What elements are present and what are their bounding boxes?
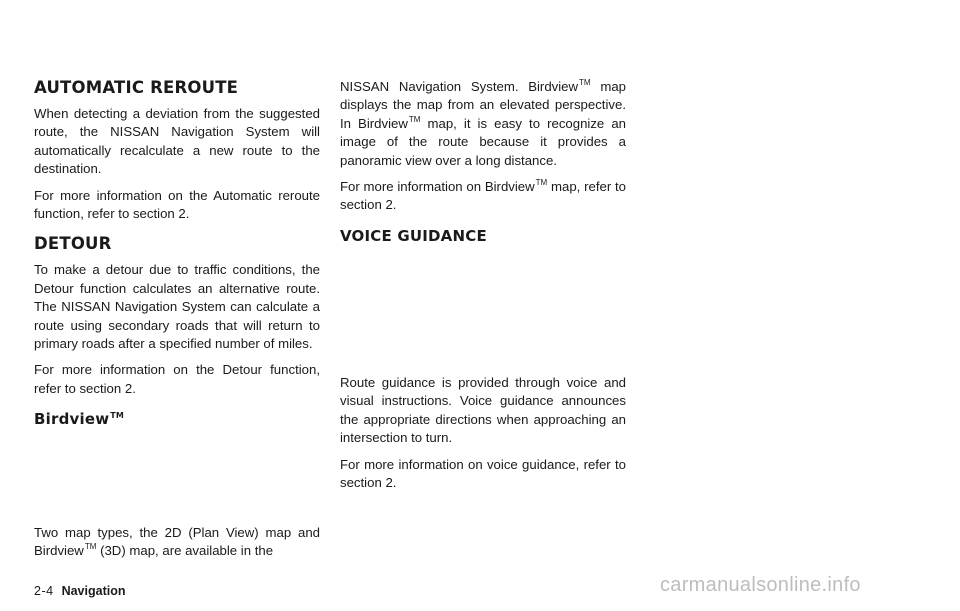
birdview-heading-tm: TM [110,411,125,421]
section-name: Navigation [61,584,126,598]
birdview-cont-paragraph-1 [340,78,626,170]
birdview-cont-tm-2: TM [408,114,421,124]
right-column-bottom [340,374,626,500]
voice-guidance-heading: VOICE GUIDANCE [340,226,487,245]
left-column [34,78,320,436]
right-column [340,78,626,253]
voice-guidance-paragraph-2: For more information on voice guidance, refer to section 2. [340,456,626,491]
birdview-cont-p2-part-b: map, refer to section 2. [340,179,626,213]
voice-guidance-paragraph-1: Route guidance is provided through voice and visual instructions. Voice guidance announces the appropriate directions when approaching an intersection to turn. [340,375,626,446]
left-column-bottom [34,524,320,569]
birdview-heading-text: Birdview [34,410,110,429]
detour-paragraph-2: For more information on the Detour function, refer to section 2. [34,362,320,396]
birdview-cont-paragraph-2 [340,178,626,215]
birdview-paragraph-1 [34,524,320,561]
detour-paragraph-1: To make a detour due to traffic conditions, the Detour function calculates an alternative route. The NISSAN Navigation System can calculate a route using secondary roads that will return to primary roads after a specified number of miles. [34,262,320,352]
page-number: 2-4 [34,584,54,598]
watermark: carmanualsonline.info [660,574,861,596]
birdview-cont-tm-1: TM [579,78,591,87]
birdview-p1-part-b: (3D) map, are available in the [100,543,274,559]
automatic-reroute-paragraph-1: When detecting a deviation from the suggested route, the NISSAN Navigation System will automatically recalculate a new route to the destination. [34,106,320,177]
page-footer [34,584,125,598]
birdview-heading [34,409,320,429]
detour-heading: DETOUR [34,234,112,254]
birdview-cont-p2-part-a: For more information on Birdview [340,179,535,195]
automatic-reroute-heading: AUTOMATIC REROUTE [34,78,239,97]
automatic-reroute-paragraph-2: For more information on the Automatic reroute function, refer to section 2. [34,187,320,222]
birdview-cont-p2-tm: TM [535,178,548,188]
birdview-cont-part-b: map displays the map from an elevated perspective. In Birdview [340,79,626,131]
birdview-cont-part-c: map, it is easy to recognize an image of the route because it provides a panoramic view over a long distance. [340,115,626,168]
birdview-p1-tm: TM [84,542,97,552]
birdview-cont-part-a: NISSAN Navigation System. Birdview [340,79,579,94]
birdview-p1-part-a: Two map types, the 2D (Plan View) map and Birdview [34,525,320,559]
